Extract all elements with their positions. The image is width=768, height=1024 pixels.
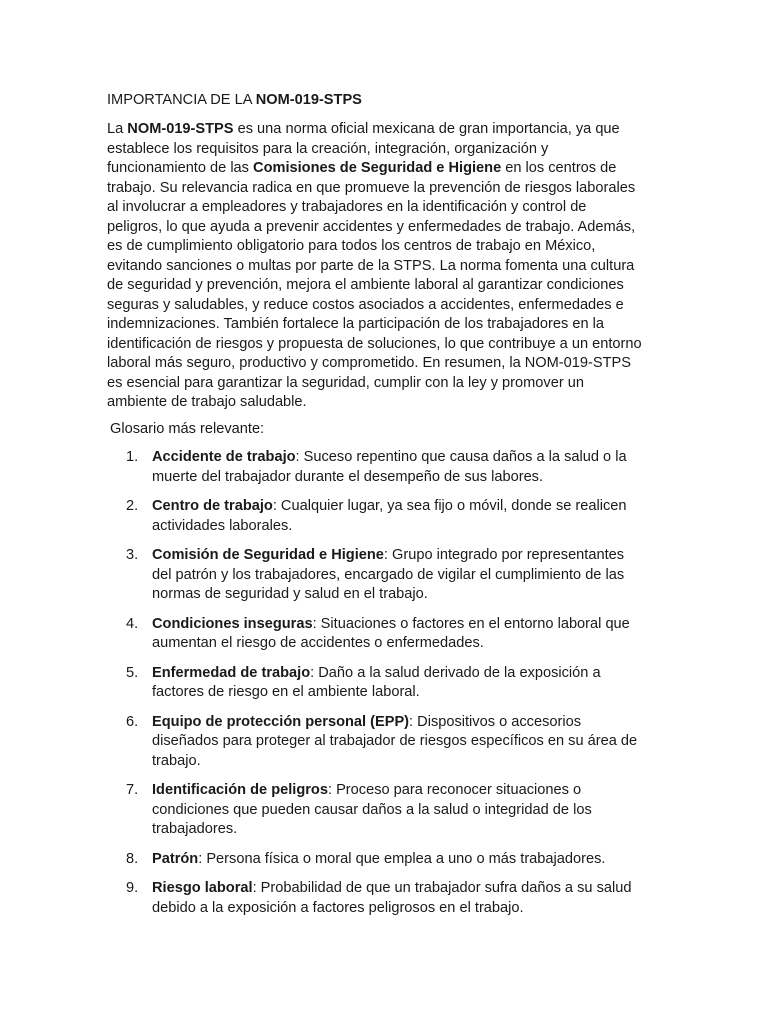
intro-bold-1: NOM-019-STPS xyxy=(127,121,234,137)
glossary-definition: : Cualquier lugar, ya sea fijo o móvil, donde se realicen actividades laborales. xyxy=(152,498,627,534)
glossary-title: Glosario más relevante: xyxy=(110,421,265,437)
glossary-term: Identificación de peligros xyxy=(152,782,328,798)
glossary-item xyxy=(126,497,672,536)
glossary-definition: : Situaciones o factores en el entorno laboral que aumentan el riesgo de accidentes o enfermedades. xyxy=(152,615,630,651)
glossary-term: Comisión de Seguridad e Higiene xyxy=(152,547,384,563)
intro-text-2: es una norma oficial mexicana de gran importancia, ya que establece los requisitos para la creación, integración, organización y funcionamiento de las xyxy=(107,121,620,176)
glossary-list xyxy=(126,448,672,928)
glossary-definition: : Suceso repentino que causa daños a la salud o la muerte del trabajador durante el desempeño de sus labores. xyxy=(152,449,627,485)
glossary-item xyxy=(126,664,672,703)
glossary-term: Enfermedad de trabajo xyxy=(152,664,311,681)
item-number: 4. xyxy=(126,615,139,632)
item-number: 6. xyxy=(126,713,139,730)
glossary-term: Accidente de trabajo xyxy=(152,449,296,465)
intro-bold-2: Comisiones de Seguridad e Higiene xyxy=(253,160,502,176)
item-number: 7. xyxy=(126,782,139,798)
intro-text-3: en los centros de trabajo. Su relevancia radica en que promueve la prevención de riesgos laborales al involucrar a empleadores y trabajadores en la identificación y control de peligros, lo que ayuda a prevenir accidentes y enfermedades de trabajo. Además, es de cumplimiento obligatorio para todos los centros de trabajo en México, evitando sanciones o multas por parte de la STPS. La norma fomenta una cultura de seguridad y prevención, mejora el ambiente laboral al garantizar condiciones seguras y saludables, y reduce costos asociados a accidentes, enfermedades e indemnizaciones. También fortalece la participación de los trabajadores en la identificación de riesgos y propuesta de soluciones, lo que contribuye a un entorno laboral más seguro, productivo y comprometido. En resumen, la NOM-019-STPS es esencial para garantizar la seguridad, cumplir con la ley y promover un ambiente de trabajo saludable. xyxy=(107,160,642,410)
intro-text-1: La xyxy=(107,121,128,137)
intro-paragraph xyxy=(107,120,667,413)
glossary-term: Patrón xyxy=(152,850,199,867)
glossary-term: Condiciones inseguras xyxy=(152,615,313,632)
glossary-term: Equipo de protección personal (EPP) xyxy=(152,713,410,730)
glossary-definition: : Probabilidad de que un trabajador sufra daños a su salud debido a la exposición a factores peligrosos en el trabajo. xyxy=(152,880,632,916)
glossary-definition: : Grupo integrado por representantes del patrón y los trabajadores, encargado de vigilar el cumplimiento de las normas de seguridad y salud en el trabajo. xyxy=(152,547,625,602)
item-number: 5. xyxy=(126,664,139,681)
item-number: 9. xyxy=(126,880,139,896)
glossary-item xyxy=(126,448,672,487)
glossary-definition: : Daño a la salud derivado de la exposición a factores de riesgo en el ambiente laboral. xyxy=(152,664,601,700)
glossary-term: Centro de trabajo xyxy=(152,498,273,514)
item-number: 2. xyxy=(126,498,139,514)
item-number: 8. xyxy=(126,850,139,867)
glossary-item xyxy=(126,546,672,605)
glossary-item xyxy=(126,781,672,840)
glossary-definition: : Persona física o moral que emplea a uno o más trabajadores. xyxy=(198,850,606,867)
glossary-definition: : Proceso para reconocer situaciones o condiciones que pueden causar daños a la salud o integridad de los trabajadores. xyxy=(152,782,592,837)
document-heading xyxy=(107,91,667,111)
heading-prefix: IMPORTANCIA DE LA xyxy=(107,92,256,108)
heading-bold: NOM-019-STPS xyxy=(255,92,362,108)
glossary-item xyxy=(126,713,672,772)
glossary-item xyxy=(126,850,672,870)
glossary-item xyxy=(126,879,672,918)
glossary-item xyxy=(126,615,672,654)
glossary-definition: : Dispositivos o accesorios diseñados para proteger al trabajador de riesgos específicos en su área de trabajo. xyxy=(152,713,638,769)
glossary-term: Riesgo laboral xyxy=(152,880,253,896)
item-number: 3. xyxy=(126,547,139,563)
item-number: 1. xyxy=(126,449,139,465)
